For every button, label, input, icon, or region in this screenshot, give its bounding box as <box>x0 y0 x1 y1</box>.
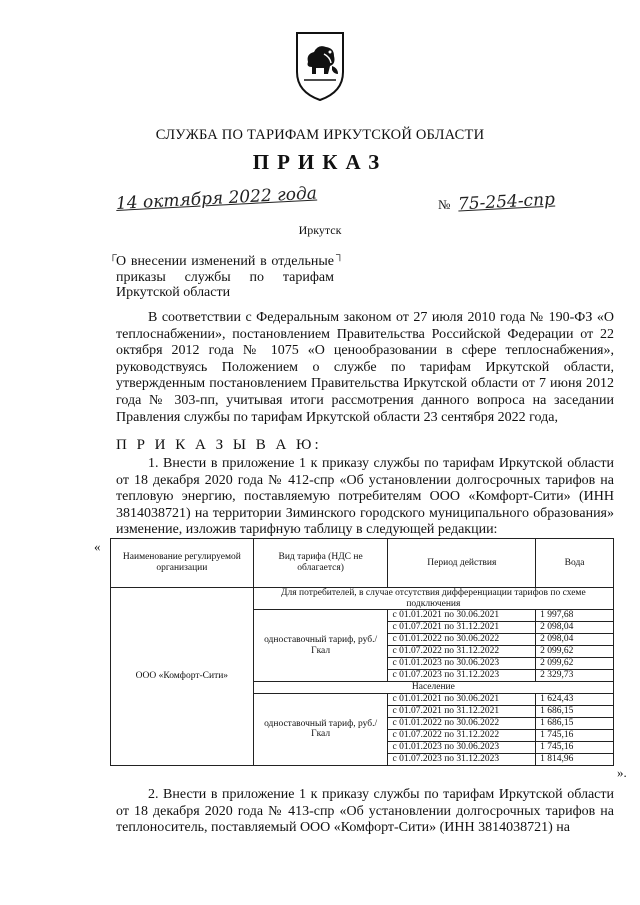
value-cell: 1 686,15 <box>536 705 614 717</box>
period-cell: с 01.01.2022 по 30.06.2022 <box>388 634 536 646</box>
period-cell: с 01.07.2022 по 31.12.2022 <box>388 729 536 741</box>
city: Иркутск <box>298 223 342 237</box>
period-cell: с 01.01.2023 по 30.06.2023 <box>388 658 536 670</box>
value-cell: 2 329,73 <box>536 670 614 682</box>
value-cell: 1 745,16 <box>536 741 614 753</box>
subject-corner-mark-right: ┐ <box>336 249 344 261</box>
value-cell: 1 624,43 <box>536 693 614 705</box>
order-keyword: П Р И К А З Ы В А Ю: <box>116 437 322 453</box>
item-1-paragraph: 1. Внести в приложение 1 к приказу службы по тарифам Иркутской области от 18 декабря 2020 года № 412-спр «Об установлении долгосрочных тарифов на тепловую энергию, поставляемую потребителям ООО «Комфорт-Сити» (ИНН 3814038721) на территории Зиминского городского муниципального образования» изменение, изложив тарифную таблицу в следующей редакции: <box>116 456 614 538</box>
table-header-row <box>111 539 614 588</box>
period-cell: с 01.07.2022 по 31.12.2022 <box>388 646 536 658</box>
period-cell: с 01.01.2022 по 30.06.2022 <box>388 717 536 729</box>
preamble-paragraph: В соответствии с Федеральным законом от 27 июля 2010 года № 190-ФЗ «О теплоснабжении», постановлением Правительства Российской Федерации от 22 октября 2012 года № 1075 «О ценообразовании в сфере теплоснабжения», руководствуясь Положением о службе по тарифам Иркутской области, утвержденным постановлением Правительства Иркутской области от 7 июня 2012 года № 303-пп, учитывая итоги рассмотрения данного вопроса на заседании Правления службы по тарифам Иркутской области 23 сентября 2022 года, <box>116 310 614 425</box>
table-quote-open: « <box>94 539 101 554</box>
section-1-title: Для потребителей, в случае отсутствия дифференциации тарифов по схеме подключения <box>253 588 613 610</box>
section-1-tariff-type: одноставочный тариф, руб./Гкал <box>253 610 388 682</box>
item-2-paragraph: 2. Внести в приложение 1 к приказу службы по тарифам Иркутской области от 18 декабря 2020 года № 413-спр «Об установлении долгосрочных тарифов на теплоноситель, поставляемый ООО «Комфорт-Сити» (ИНН 3814038721) на <box>116 787 614 836</box>
subject-corner-mark-left: ┌ <box>109 249 117 261</box>
period-cell: с 01.07.2023 по 31.12.2023 <box>388 670 536 682</box>
organization-cell: ООО «Комфорт-Сити» <box>111 588 254 766</box>
coat-of-arms-emblem <box>294 30 346 102</box>
value-cell: 2 098,04 <box>536 622 614 634</box>
period-cell: с 01.01.2021 по 30.06.2021 <box>388 693 536 705</box>
section-2-tariff-type: одноставочный тариф, руб./Гкал <box>253 693 388 765</box>
document-subject: О внесении изменений в отдельные приказы службы по тарифам Иркутской области <box>116 254 334 300</box>
handwritten-number: 75-254-спр <box>457 189 556 215</box>
number-label: № <box>438 197 451 212</box>
period-cell: с 01.01.2021 по 30.06.2021 <box>388 610 536 622</box>
header-water: Вода <box>536 539 614 588</box>
handwritten-date: 14 октября 2022 года <box>115 183 318 214</box>
value-cell: 2 098,04 <box>536 634 614 646</box>
header-tariff-type: Вид тарифа (НДС не облагается) <box>253 539 388 588</box>
value-cell: 1 745,16 <box>536 729 614 741</box>
value-cell: 2 099,62 <box>536 658 614 670</box>
agency-name: СЛУЖБА ПО ТАРИФАМ ИРКУТСКОЙ ОБЛАСТИ <box>155 127 485 143</box>
header-organization: Наименование регулируемой организации <box>111 539 254 588</box>
value-cell: 1 997,68 <box>536 610 614 622</box>
section-1-title-row <box>111 588 614 610</box>
period-cell: с 01.07.2021 по 31.12.2021 <box>388 622 536 634</box>
period-cell: с 01.01.2023 по 30.06.2023 <box>388 741 536 753</box>
header-period: Период действия <box>388 539 536 588</box>
section-2-title: Население <box>253 682 613 694</box>
tariff-table <box>110 538 614 766</box>
document-type: ПРИКАЗ <box>252 150 388 174</box>
table-quote-close: ». <box>617 765 627 780</box>
value-cell: 1 686,15 <box>536 717 614 729</box>
value-cell: 2 099,62 <box>536 646 614 658</box>
period-cell: с 01.07.2023 по 31.12.2023 <box>388 753 536 765</box>
period-cell: с 01.07.2021 по 31.12.2021 <box>388 705 536 717</box>
value-cell: 1 814,96 <box>536 753 614 765</box>
